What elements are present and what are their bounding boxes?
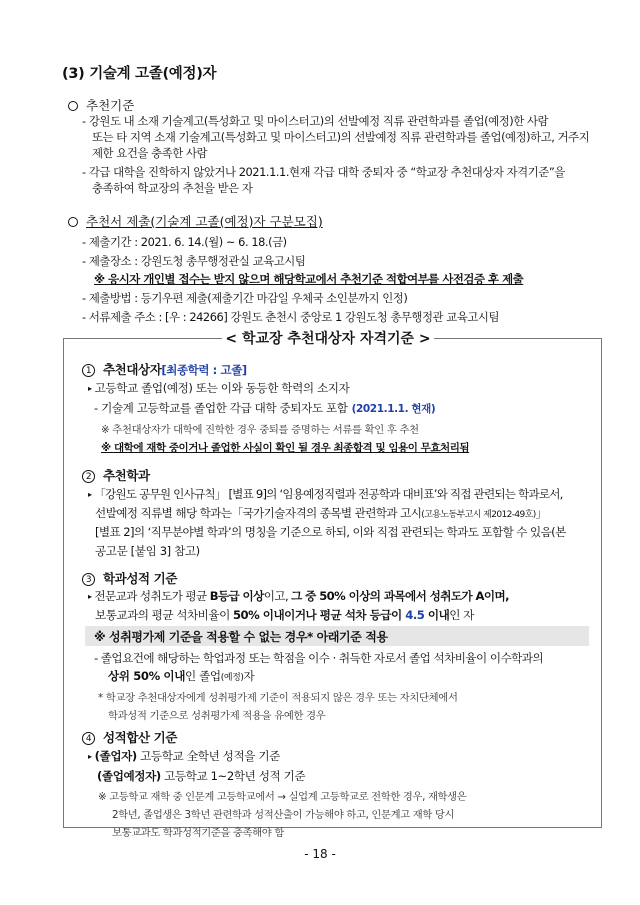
submission-title: 추천서 제출(기술계 고졸(예정)자 구분모집) [68, 212, 323, 230]
item-1-line: - 기술계 고등학교를 졸업한 각급 대학 중퇴자도 포함 (2021.1.1. 현재) [94, 401, 436, 415]
submission-place: - 제출장소 : 강원도청 총무행정관실 교육고시팀 [82, 254, 306, 268]
submission-address: - 서류제출 주소 : [우 : 24266] 강원도 춘천시 중앙로 1 강원도청 총무행정관 교육고시팀 [82, 310, 500, 324]
item-2-line: [별표 2]의 ‘직무분야별 학과’의 명칭을 기준으로 하되, 이와 직접 관련되는 학과도 포함할 수 있음(본 [95, 525, 566, 539]
item-4-line: ▸ (졸업자) 고등학교 全학년 성적을 기준 [88, 749, 280, 763]
item-3-line: 보통교과의 평균 석차비율이 50% 이내이거나 평균 석차 등급이 4.5 이내인 자 [95, 608, 474, 622]
item-3-note: 학과성적 기준으로 성취평가제 적용을 유예한 경우 [108, 710, 326, 722]
item-3-line: ▸ 전문교과 성취도가 평균 B등급 이상이고, 그 중 50% 이상의 과목에서 성취도가 A이며, [88, 589, 509, 603]
circled-number: 3 [82, 573, 95, 586]
page-number: - 18 - [304, 847, 336, 861]
item-3-heading: 3 학과성적 기준 [82, 569, 177, 587]
circled-number: 1 [82, 364, 95, 377]
item-2-line: ▸ 「강원도 공무원 인사규칙」 [별표 9]의 ‘임용예정직렬과 전공학과 대비표’와 직접 관련되는 학과로서, [88, 487, 563, 501]
item-4-line: (졸업예정자) 고등학교 1~2학년 성적 기준 [97, 769, 306, 783]
item-3-highlight: ※ 성취평가제 기준을 적용할 수 없는 경우* 아래기준 적용 [94, 630, 388, 644]
criteria-line: 충족하여 학교장의 추천을 받은 자 [92, 181, 253, 195]
item-4-note: 2학년, 졸업생은 3학년 관련학과 성적산출이 가능해야 하고, 인문계고 재학 당시 [112, 809, 455, 821]
section-heading: (3) 기술계 고졸(예정)자 [62, 66, 217, 82]
item-1-heading: 1 추천대상자[최종학력 : 고졸] [82, 360, 247, 378]
criteria-line: 제한 요건을 충족한 사람 [92, 146, 208, 160]
item-3-note: * 학교장 추천대상자에게 성취평가제 기준이 적용되지 않은 경우 또는 자치단체에서 [98, 692, 458, 704]
criteria-title: 추천기준 [68, 96, 134, 114]
criteria-line: 또는 타 지역 소재 기술계고(특성화고 및 마이스터고)의 선발예정 직류 관련학과를 졸업(예정)하고, 거주지 [92, 130, 590, 144]
triangle-bullet-icon: ▸ [88, 592, 92, 601]
item-2-line: 공고문 [붙임 3] 참고) [95, 544, 200, 558]
item-3-line: 상위 50% 이내인 졸업(예정)자 [108, 669, 255, 683]
submission-period: - 제출기간 : 2021. 6. 14.(월) ~ 6. 18.(금) [82, 235, 287, 249]
submission-note: ※ 응시자 개인별 접수는 받지 않으며 해당학교에서 추천기준 적합여부를 사전검증 후 제출 [94, 272, 524, 286]
hollow-circle-icon [68, 101, 78, 111]
item-3-line: - 졸업요건에 해당하는 학업과정 또는 학점을 이수 · 취득한 자로서 졸업 석차비율이 이수학과의 [94, 651, 544, 665]
criteria-line: - 강원도 내 소재 기술계고(특성화고 및 마이스터고)의 선발예정 직류 관련학과를 졸업(예정)한 사람 [82, 114, 549, 128]
circled-number: 4 [82, 732, 95, 745]
hollow-circle-icon [68, 217, 78, 227]
item-4-note: ※ 고등학교 재학 중 인문계 고등학교에서 → 실업계 고등학교로 전학한 경우, 재학생은 [98, 791, 467, 803]
item-1-warning: ※ 대학에 재학 중이거나 졸업한 사실이 확인 될 경우 최종합격 및 임용이 무효처리됨 [101, 442, 470, 454]
submission-method: - 제출방법 : 등기우편 제출(제출기간 마감일 우체국 소인분까지 인정) [82, 291, 408, 305]
item-1-note: ※ 추천대상자가 대학에 진학한 경우 중퇴를 증명하는 서류를 확인 후 추천 [101, 424, 419, 436]
box-title: < 학교장 추천대상자 자격기준 > [222, 328, 434, 350]
triangle-bullet-icon: ▸ [88, 384, 92, 393]
circled-number: 2 [82, 470, 95, 483]
criteria-line: - 각급 대학을 진학하지 않았거나 2021.1.1.현재 각급 대학 중퇴자 중 “학교장 추천대상자 자격기준”을 [82, 165, 565, 179]
item-2-line: 선발예정 직류별 해당 학과는「국가기술자격의 종목별 관련학과 고시(고용노동부고시 제2012-49호)」 [95, 506, 547, 520]
triangle-bullet-icon: ▸ [88, 752, 92, 761]
item-4-note: 보통교과도 학과성적기준을 충족해야 함 [112, 827, 284, 839]
triangle-bullet-icon: ▸ [88, 490, 92, 499]
education-badge: [최종학력 : 고졸] [161, 363, 247, 377]
item-1-line: ▸ 고등학교 졸업(예정) 또는 이와 동등한 학력의 소지자 [88, 381, 350, 395]
item-4-heading: 4 성적합산 기준 [82, 728, 177, 746]
item-2-heading: 2 추천학과 [82, 466, 150, 484]
